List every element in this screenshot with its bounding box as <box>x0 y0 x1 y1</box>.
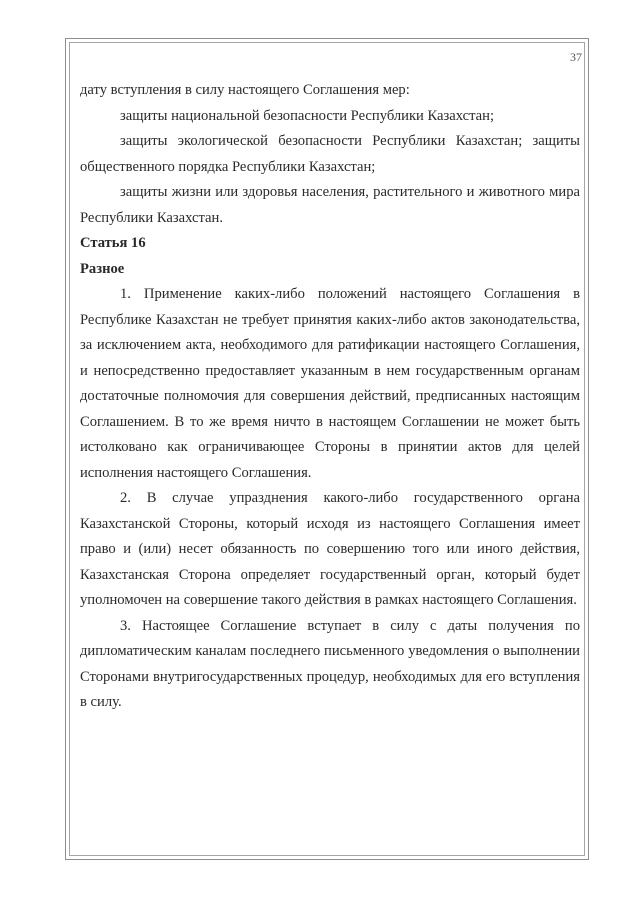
list-item: защиты национальной безопасности Республики Казахстан; <box>120 107 495 124</box>
article-number: Статья 16 <box>80 235 146 251</box>
list-item: защиты экологической безопасности Республики Казахстан; защиты общественного порядка Республики Казахстан; <box>80 133 580 175</box>
page-number: 37 <box>570 50 582 64</box>
article-title: Разное <box>80 260 125 277</box>
document-body <box>80 78 580 716</box>
list-item: защиты жизни или здоровья населения, растительного и животного мира Республики Казахстан. <box>80 184 580 226</box>
lead-line: дату вступления в силу настоящего Соглашения мер: <box>80 82 410 98</box>
article-paragraph: 1. Применение каких-либо положений настоящего Соглашения в Республике Казахстан не требует принятия каких-либо актов законодательства, за исключением акта, необходимого для ратификации настоящего Соглашения, и непосредственно предоставляет указанным в нем государственным органам достаточные полномочия для совершения действий, предписанных настоящим Соглашением. В то же время ничто в настоящем Соглашении не может быть истолковано как ограничивающее Стороны в принятии актов для целей исполнения настоящего Соглашения. <box>80 286 580 481</box>
article-paragraph: 3. Настоящее Соглашение вступает в силу с даты получения по дипломатическим каналам последнего письменного уведомления о выполнении Сторонами внутригосударственных процедур, необходимых для его вступления в силу. <box>80 617 580 710</box>
article-paragraph: 2. В случае упразднения какого-либо государственного органа Казахстанской Стороны, который исходя из настоящего Соглашения имеет право и (или) несет обязанность по совершению того или иного действия, Казахстанская Сторона определяет государственный орган, который будет уполномочен на совершение такого действия в рамках настоящего Соглашения. <box>80 490 580 608</box>
